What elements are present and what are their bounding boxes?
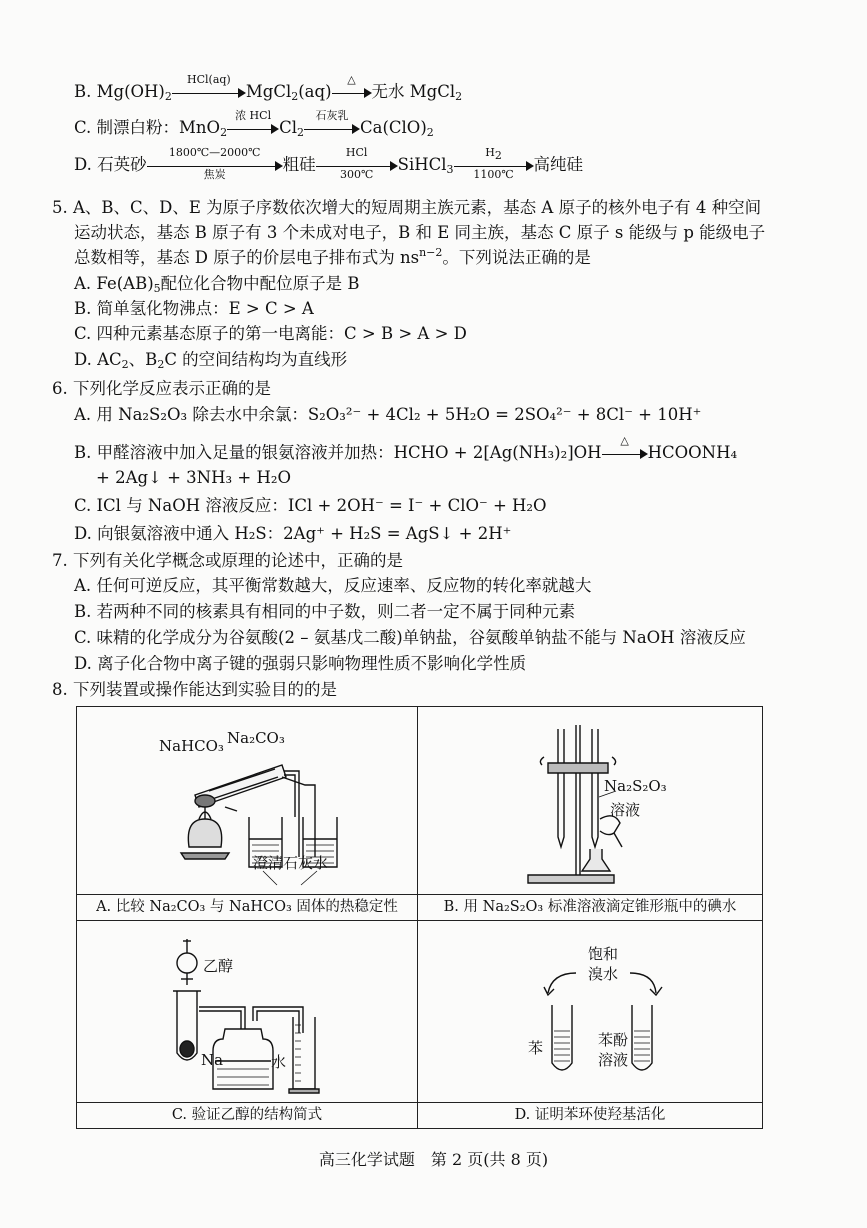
cell-b bbox=[418, 707, 762, 920]
label-ethanol: 乙醇 bbox=[203, 957, 234, 975]
q5-stem-line1: 5. A、B、C、D、E 为原子序数依次增大的短周期主族元素，基态 A 原子的核外电子有 4 种空间 bbox=[52, 198, 762, 217]
q5-option-d: D. $AC_2$、$B_2C$ 的空间结构均为直线形 bbox=[74, 350, 348, 371]
q4-option-c: C. 制漂白粉：MnO$_2$ 浓 HCl $Cl_2$ 石灰乳 $Ca(ClO)_2$ bbox=[74, 108, 434, 139]
q7-option-b: B. 若两种不同的核素具有相同的中子数，则二者一定不属于同种元素 bbox=[74, 602, 576, 621]
q7-option-d: D. 离子化合物中离子键的强弱只影响物理性质不影响化学性质 bbox=[74, 654, 527, 673]
q6-option-c: C. ICl 与 NaOH 溶液反应：ICl + 2OH⁻ = I⁻ + ClO⁻ + H₂O bbox=[74, 496, 547, 515]
q5-stem-line2: 运动状态，基态 B 原子有 3 个未成对电子，B 和 E 同主族，基态 C 原子 s 能级与 p 能级电子 bbox=[74, 223, 766, 242]
label-nahco3: NaHCO₃ bbox=[159, 737, 224, 755]
label-phenol: 苯酚 bbox=[598, 1031, 629, 1049]
page-footer: 高三化学试题 第 2 页(共 8 页) bbox=[318, 1150, 549, 1169]
label-limewater: 澄清石灰水 bbox=[253, 854, 329, 872]
q4-option-d: D. 石英砂 1800℃—2000℃ 焦炭 粗硅 HCl 300℃ SiHCl$_3$ $\frac{H_2}{1100℃}$ 高纯硅 bbox=[74, 145, 584, 181]
q6-option-b-line2: + 2Ag↓ + 3NH₃ + H₂O bbox=[96, 468, 291, 487]
caption-a: A. 比较 Na₂CO₃ 与 NaHCO₃ 固体的热稳定性 bbox=[96, 899, 398, 915]
q6-stem: 6. 下列化学反应表示正确的是 bbox=[52, 379, 271, 398]
q7-option-a: A. 任何可逆反应，其平衡常数越大，反应速率、反应物的转化率就越大 bbox=[74, 576, 592, 595]
caption-b: B. 用 Na₂S₂O₃ 标准溶液滴定锥形瓶中的碘水 bbox=[443, 899, 737, 915]
label-phenol-solution: 溶液 bbox=[598, 1051, 629, 1069]
label-bromine-water: 溴水 bbox=[588, 965, 619, 983]
label-saturated: 饱和 bbox=[588, 945, 619, 963]
apparatus-c-gas-diagram bbox=[77, 921, 417, 1102]
cell-c bbox=[77, 921, 417, 1128]
q5-stem-line3: 总数相等，基态 D 原子的价层电子排布式为 $ns^{n-2}$。下列说法正确的是 bbox=[74, 246, 591, 267]
q8-apparatus-grid bbox=[76, 706, 763, 1129]
label-benzene: 苯 bbox=[528, 1039, 544, 1057]
caption-d: D. 证明苯环使羟基活化 bbox=[514, 1107, 666, 1123]
q6-option-d: D. 向银氨溶液中通入 H₂S：2Ag⁺ + H₂S = AgS↓ + 2H⁺ bbox=[74, 524, 512, 543]
q6-option-b-line1: B. 甲醛溶液中加入足量的银氨溶液并加热：HCHO + 2[Ag(NH₃)₂]OH △ HCOONH₄ bbox=[74, 433, 738, 462]
label-solution: 溶液 bbox=[610, 801, 641, 819]
label-water: 水 bbox=[271, 1053, 287, 1071]
q5-option-c: C. 四种元素基态原子的第一电离能：C > B > A > D bbox=[74, 324, 467, 343]
q5-option-a: A. $Fe(AB)_5$配位化合物中配位原子是 B bbox=[74, 274, 360, 295]
cell-d bbox=[418, 921, 762, 1128]
q5-option-b: B. 简单氢化物沸点：E > C > A bbox=[74, 299, 314, 318]
apparatus-b-titration-diagram bbox=[418, 707, 762, 894]
cell-a bbox=[77, 707, 417, 920]
q6-option-a: A. 用 Na₂S₂O₃ 除去水中余氯：S₂O₃²⁻ + 4Cl₂ + 5H₂O = 2SO₄²⁻ + 8Cl⁻ + 10H⁺ bbox=[74, 405, 702, 424]
q4-option-b: B. $Mg(OH)_2$ HCl(aq) MgCl$_2$(aq) △ 无水 MgCl$_2$ bbox=[74, 72, 463, 103]
q7-stem: 7. 下列有关化学概念或原理的论述中，正确的是 bbox=[52, 551, 403, 570]
label-na: Na bbox=[201, 1051, 224, 1069]
label-na2s2o3: Na₂S₂O₃ bbox=[604, 777, 667, 795]
caption-c: C. 验证乙醇的结构简式 bbox=[171, 1107, 323, 1123]
q7-option-c: C. 味精的化学成分为谷氨酸(2 – 氨基戊二酸)单钠盐，谷氨酸单钠盐不能与 NaOH 溶液反应 bbox=[74, 628, 746, 647]
q8-stem: 8. 下列装置或操作能达到实验目的的是 bbox=[52, 680, 337, 699]
label-na2co3: Na₂CO₃ bbox=[227, 729, 285, 747]
